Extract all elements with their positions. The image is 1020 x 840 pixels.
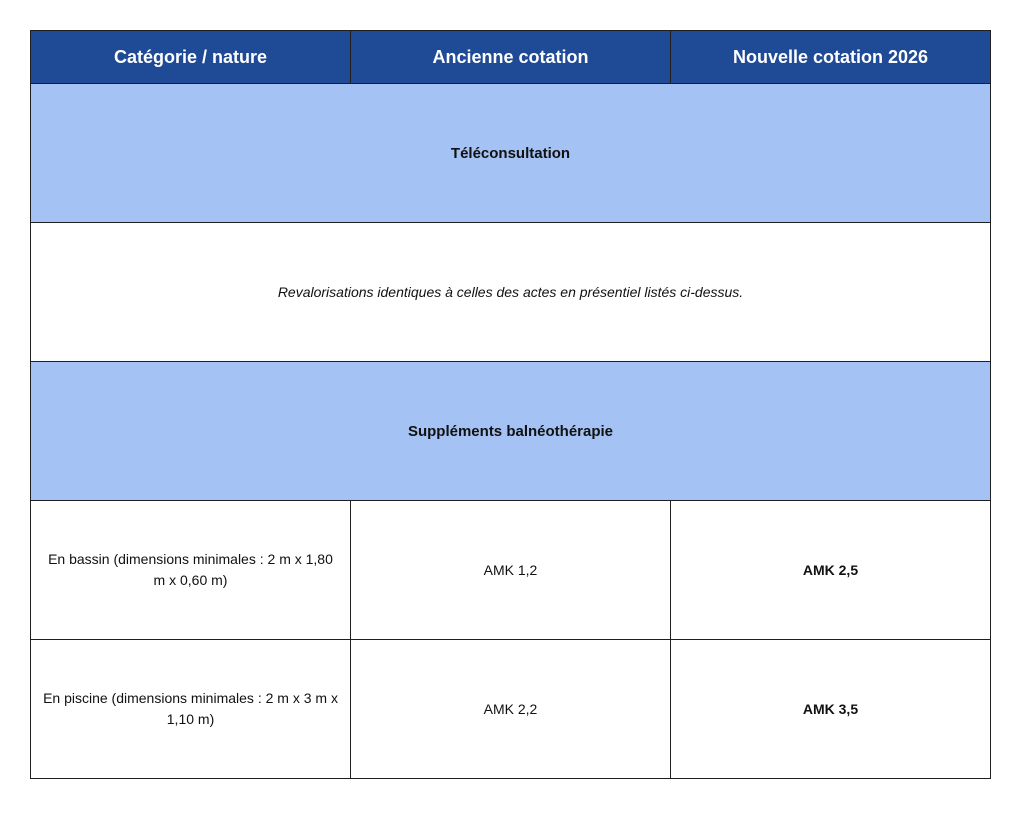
- cotation-table-container: [30, 30, 990, 779]
- header-new-cotation: Nouvelle cotation 2026: [671, 31, 991, 84]
- table-body: [31, 84, 991, 779]
- section-title-teleconsultation: Téléconsultation: [31, 84, 991, 223]
- cell-new-cotation: AMK 3,5: [671, 640, 991, 779]
- note-teleconsultation: Revalorisations identiques à celles des actes en présentiel listés ci-dessus.: [31, 223, 991, 362]
- note-row-teleconsultation: [31, 223, 991, 362]
- table-row: [31, 640, 991, 779]
- header-category: Catégorie / nature: [31, 31, 351, 84]
- cell-old-cotation: AMK 2,2: [351, 640, 671, 779]
- cotation-table: [30, 30, 991, 779]
- section-row-teleconsultation: [31, 84, 991, 223]
- cell-category: En piscine (dimensions minimales : 2 m x 3 m x 1,10 m): [31, 640, 351, 779]
- section-title-balneo: Suppléments balnéothérapie: [31, 362, 991, 501]
- cell-old-cotation: AMK 1,2: [351, 501, 671, 640]
- table-header: [31, 31, 991, 84]
- cell-new-cotation: AMK 2,5: [671, 501, 991, 640]
- cell-category: En bassin (dimensions minimales : 2 m x 1,80 m x 0,60 m): [31, 501, 351, 640]
- table-row: [31, 501, 991, 640]
- header-row: [31, 31, 991, 84]
- section-row-balneo: [31, 362, 991, 501]
- header-old-cotation: Ancienne cotation: [351, 31, 671, 84]
